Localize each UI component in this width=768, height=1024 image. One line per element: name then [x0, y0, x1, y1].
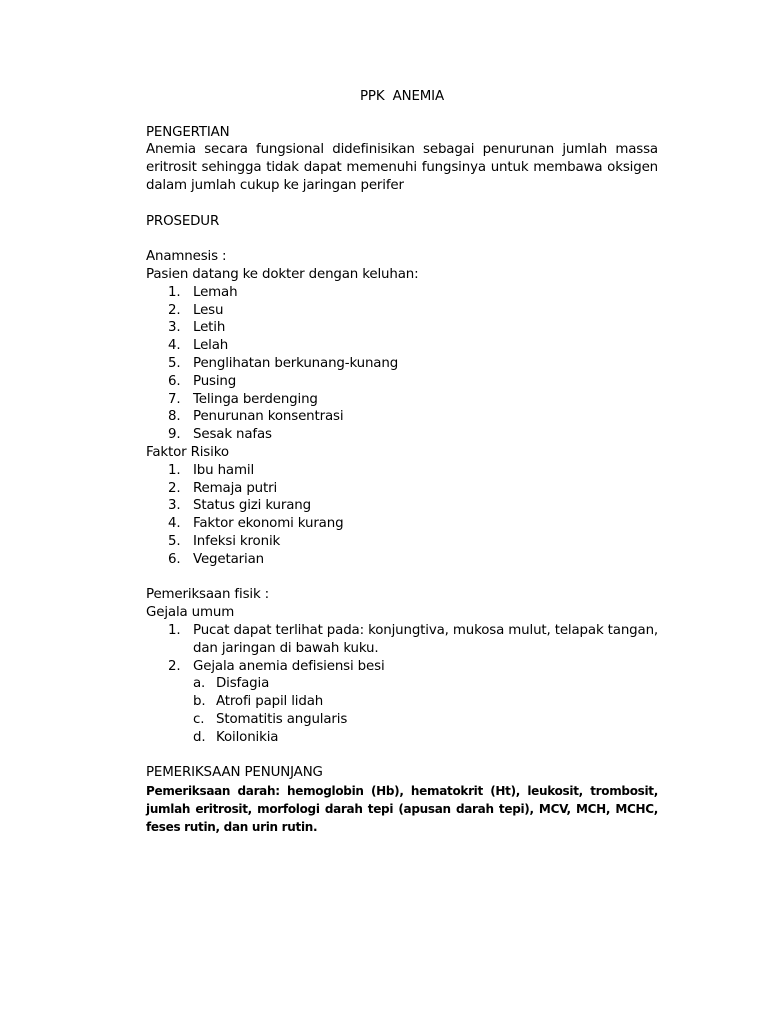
list-item — [146, 302, 658, 320]
faktor-risiko-heading: Faktor Risiko — [146, 444, 229, 460]
list-number: 2. — [168, 302, 181, 318]
list-item — [146, 675, 658, 693]
list-item — [146, 551, 658, 569]
list-item — [146, 711, 658, 729]
list-item — [146, 729, 658, 747]
list-number: 1. — [168, 622, 181, 638]
list-item — [146, 480, 658, 498]
list-item-text: Vegetarian — [193, 551, 264, 567]
list-number: 9. — [168, 427, 181, 443]
list-number: 6. — [168, 551, 181, 567]
list-item — [146, 319, 658, 337]
list-item-text: Sesak nafas — [193, 427, 272, 443]
list-number: 4. — [168, 338, 181, 354]
gejala-umum-subheading: Gejala umum — [146, 605, 235, 621]
pemeriksaan-fisik-list — [146, 622, 658, 675]
list-item-text: Lesu — [193, 302, 224, 318]
pengertian-heading: PENGERTIAN — [146, 124, 230, 140]
list-item-text: Stomatitis angularis — [216, 711, 348, 727]
list-number: 3. — [168, 498, 181, 514]
pemeriksaan-penunjang-heading: PEMERIKSAAN PENUNJANG — [146, 765, 323, 781]
list-item — [146, 337, 658, 355]
list-number: 4. — [168, 516, 181, 532]
list-item-text: Lelah — [193, 338, 229, 354]
pemeriksaan-penunjang-text: Pemeriksaan darah: hemoglobin (Hb), hematokrit (Ht), leukosit, trombosit, jumlah eritrosit, morfologi darah tepi (apusan darah tepi), MCV, MCH, MCHC, feses rutin, dan urin rutin. — [146, 784, 658, 835]
list-item-text: Disfagia — [216, 676, 270, 692]
list-item-text: Gejala anemia defisiensi besi — [193, 658, 385, 674]
list-item-text: Letih — [193, 320, 226, 336]
list-item-text: Telinga berdenging — [193, 391, 318, 407]
pemeriksaan-fisik-heading: Pemeriksaan fisik : — [146, 587, 270, 603]
list-number: 5. — [168, 355, 181, 371]
anamnesis-list — [146, 284, 658, 444]
list-letter: d. — [193, 729, 206, 745]
list-item-text: Status gizi kurang — [193, 498, 311, 514]
list-number: 8. — [168, 409, 181, 425]
list-item — [146, 622, 658, 658]
list-item — [146, 355, 658, 373]
list-number: 7. — [168, 391, 181, 407]
list-item — [146, 693, 658, 711]
list-item-text: Remaja putri — [193, 480, 278, 496]
document-title: PPK ANEMIA — [360, 89, 444, 104]
list-item-text: Penurunan konsentrasi — [193, 409, 344, 425]
list-item — [146, 373, 658, 391]
list-item — [146, 515, 658, 533]
gejala-defisiensi-besi-sublist — [146, 675, 658, 746]
list-item — [146, 533, 658, 551]
list-item-text: Faktor ekonomi kurang — [193, 516, 344, 532]
list-number: 5. — [168, 533, 181, 549]
list-item — [146, 391, 658, 409]
faktor-risiko-list — [146, 462, 658, 569]
list-number: 3. — [168, 320, 181, 336]
list-letter: c. — [193, 711, 205, 727]
list-number: 2. — [168, 480, 181, 496]
list-letter: b. — [193, 694, 206, 710]
pengertian-text: Anemia secara fungsional didefinisikan sebagai penurunan jumlah massa eritrosit sehingga tidak dapat memenuhi fungsinya untuk membawa oksigen dalam jumlah cukup ke jaringan perifer — [146, 142, 658, 193]
list-item — [146, 658, 658, 676]
list-number: 2. — [168, 658, 181, 674]
list-item-text: Pusing — [193, 373, 237, 389]
list-item — [146, 426, 658, 444]
list-item — [146, 497, 658, 515]
document-page — [146, 88, 658, 836]
list-item-text: Ibu hamil — [193, 462, 255, 478]
list-number: 1. — [168, 462, 181, 478]
list-item — [146, 408, 658, 426]
list-letter: a. — [193, 676, 206, 692]
list-item-text: Penglihatan berkunang-kunang — [193, 355, 399, 371]
list-item-text: Infeksi kronik — [193, 533, 281, 549]
list-item-text: Koilonikia — [216, 729, 279, 745]
list-number: 6. — [168, 373, 181, 389]
list-number: 1. — [168, 284, 181, 300]
prosedur-heading: PROSEDUR — [146, 213, 220, 229]
list-item-text: Lemah — [193, 284, 238, 300]
anamnesis-intro: Pasien datang ke dokter dengan keluhan: — [146, 266, 419, 282]
list-item-text: Atrofi papil lidah — [216, 694, 324, 710]
anamnesis-heading: Anamnesis : — [146, 249, 227, 265]
list-item — [146, 462, 658, 480]
list-item — [146, 284, 658, 302]
list-item-text: Pucat dapat terlihat pada: konjungtiva, mukosa mulut, telapak tangan, dan jaringan di bawah kuku. — [193, 622, 659, 656]
